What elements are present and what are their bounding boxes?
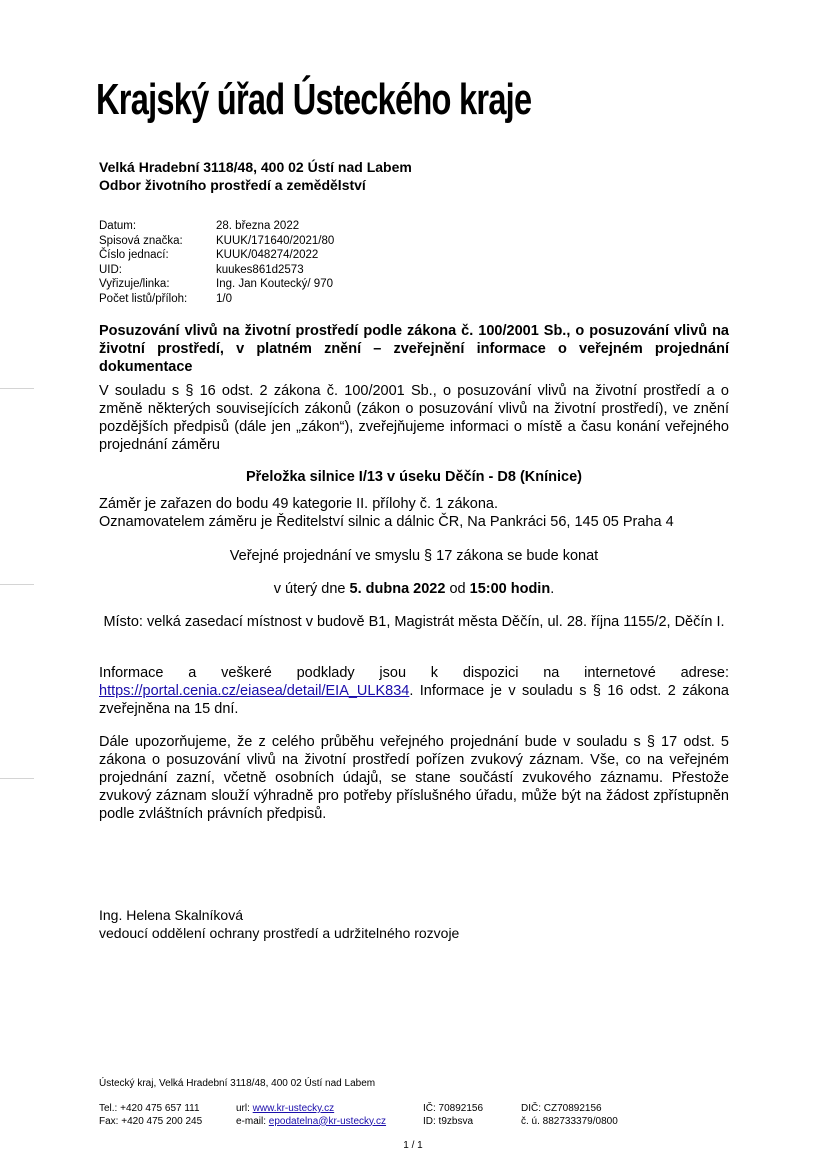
footer-row	[99, 1116, 618, 1129]
meta-value: 28. března 2022	[216, 220, 300, 232]
footer-email-label: e-mail:	[236, 1115, 269, 1127]
signatory-name: Ing. Helena Skalníková	[99, 907, 243, 923]
meta-value: KUUK/171640/2021/80	[216, 234, 335, 247]
department-name: Odbor životního prostředí a zemědělství	[99, 177, 366, 193]
margin-tick	[0, 584, 34, 585]
meta-row	[99, 263, 334, 278]
hearing-intro: Veřejné projednání ve smyslu § 17 zákona se bude konat	[229, 548, 599, 564]
footer-contacts	[99, 1103, 618, 1128]
info-prefix: Informace a veškeré podklady jsou k dispozici na internetové adrese:	[99, 665, 729, 681]
page-number: 1 / 1	[403, 1140, 423, 1151]
meta-row	[99, 292, 334, 307]
meta-label: Datum:	[99, 220, 137, 232]
signatory-role: vedoucí oddělení ochrany prostředí a udržitelného rozvoje	[99, 925, 460, 941]
footer-tel: Tel.: +420 475 657 111	[99, 1103, 200, 1114]
footer-url-label: url:	[236, 1103, 253, 1114]
info-paragraph	[99, 664, 729, 718]
office-address-block	[99, 158, 412, 194]
footer-dic: DIČ: CZ70892156	[521, 1103, 602, 1114]
intro-paragraph: V souladu s § 16 odst. 2 zákona č. 100/2001 Sb., o posuzování vlivů na životní prostředí a o změně některých souvisejících zákonů (zákon o posuzování vlivů na životní prostředí), ve znění pozdějších předpisů (dále jen „zákon“), zveřejňujeme informaci o místě a času konání veřejného projednání záměru	[99, 383, 729, 453]
project-name: Přeložka silnice I/13 v úseku Děčín - D8 (Knínice)	[245, 469, 583, 485]
signature-block	[99, 906, 459, 942]
footer-bank-account: č. ú. 882733379/0800	[521, 1115, 618, 1127]
category-line: Záměr je zařazen do bodu 49 kategorie II. přílohy č. 1 zákona.	[99, 496, 498, 512]
website-link[interactable]: www.kr-ustecky.cz	[252, 1103, 335, 1114]
footer-address: Ústecký kraj, Velká Hradební 3118/48, 400 02 Ústí nad Labem	[99, 1078, 376, 1089]
footer-email-cell	[236, 1116, 423, 1129]
info-suffix: . Informace je v souladu s § 16 odst. 2 zákona zveřejněna na 15 dní.	[99, 683, 729, 717]
meta-value: KUUK/048274/2022	[216, 249, 319, 261]
email-link[interactable]: epodatelna@kr-ustecky.cz	[268, 1115, 387, 1127]
document-metadata	[99, 219, 334, 306]
footer-databox-id: ID: t9zbsva	[423, 1115, 474, 1127]
hearing-time: 15:00 hodin	[469, 581, 551, 597]
meta-value: kuukes861d2573	[216, 263, 304, 276]
footer-row	[99, 1103, 618, 1116]
meta-label: Vyřizuje/linka:	[99, 278, 170, 290]
notifier-line: Oznamovatelem záměru je Ředitelství silnic a dálnic ČR, Na Pankráci 56, 145 05 Praha 4	[99, 514, 674, 530]
meta-value: 1/0	[216, 292, 232, 305]
office-title: Krajský úřad Ústeckého kraje	[96, 75, 532, 124]
meta-label: Číslo jednací:	[99, 249, 169, 261]
meta-row	[99, 234, 334, 249]
project-details	[99, 495, 729, 531]
meta-row	[99, 219, 334, 234]
recording-notice: Dále upozorňujeme, že z celého průběhu veřejného projednání bude v souladu s § 17 odst. 5 zákona o posuzování vlivů na životní prostředí pořízen zvukový záznam. Vše, co na veřejném projednání zazní, včetně osobních údajů, se stane součástí zvukového záznamu. Přestože zvukový záznam slouží výhradně pro potřeby příslušného úřadu, může být na žádost zpřístupněn podle zvláštních právních předpisů.	[99, 734, 729, 822]
date-suffix: .	[550, 581, 555, 597]
meta-value: Ing. Jan Koutecký/ 970	[216, 278, 333, 290]
meta-row	[99, 248, 334, 263]
office-address: Velká Hradební 3118/48, 400 02 Ústí nad Labem	[99, 159, 412, 175]
footer-fax: Fax: +420 475 200 245	[99, 1115, 203, 1127]
cenia-portal-link[interactable]: https://portal.cenia.cz/eiasea/detail/EIA_ULK834	[99, 683, 410, 699]
hearing-place: Místo: velká zasedací místnost v budově B1, Magistrát města Děčín, ul. 28. října 1155/2, Děčín I.	[103, 614, 725, 630]
margin-tick	[0, 778, 34, 779]
footer-url-cell	[236, 1103, 423, 1116]
footer-ico: IČ: 70892156	[423, 1103, 484, 1114]
meta-label: Počet listů/příloh:	[99, 292, 188, 305]
date-prefix: v úterý dne	[273, 581, 350, 597]
hearing-date: 5. dubna 2022	[349, 581, 446, 597]
meta-label: UID:	[99, 263, 122, 276]
letter-subject: Posuzování vlivů na životní prostředí podle zákona č. 100/2001 Sb., o posuzování vlivů na životní prostředí, v platném znění – zveřejnění informace o veřejném projednání dokumentace	[99, 323, 729, 375]
time-prefix: od	[445, 581, 470, 597]
meta-label: Spisová značka:	[99, 234, 183, 247]
meta-row	[99, 277, 334, 292]
hearing-datetime	[99, 580, 729, 598]
margin-tick	[0, 388, 34, 389]
